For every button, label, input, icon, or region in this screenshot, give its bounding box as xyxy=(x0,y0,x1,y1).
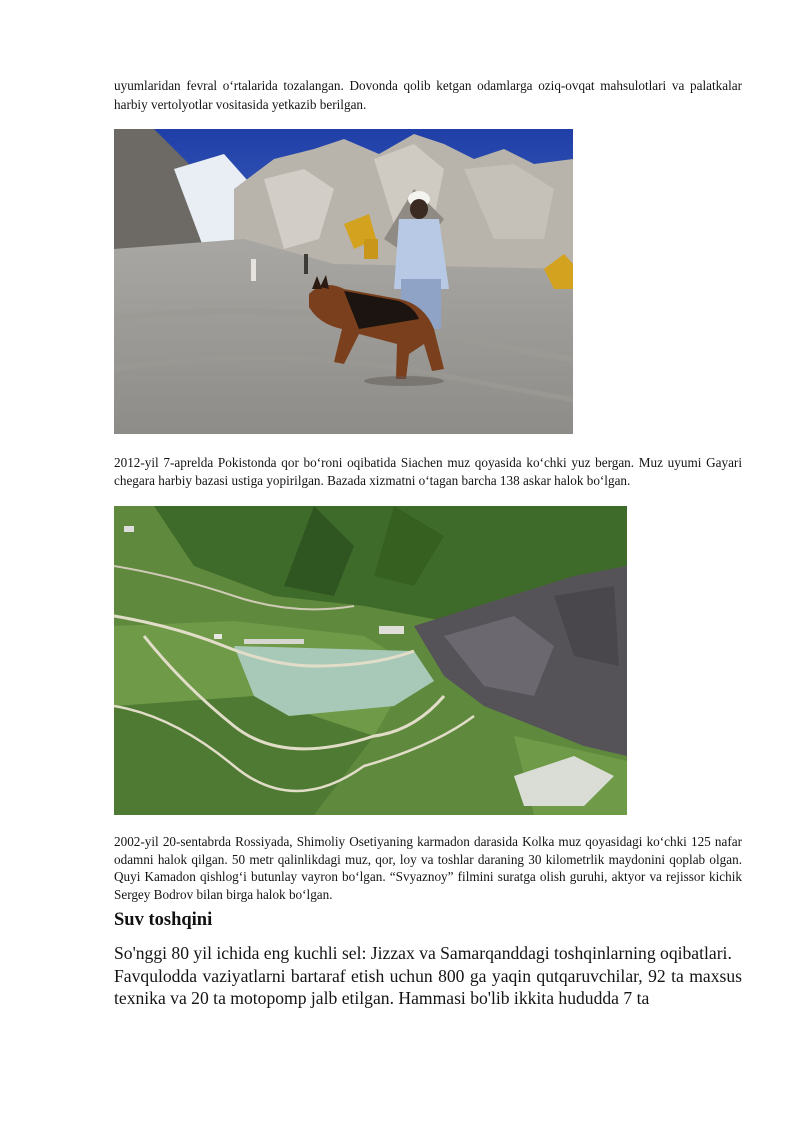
aerial-valley-photo xyxy=(114,506,627,815)
section-line2: Favqulodda vaziyatlarni bartaraf etish uchun 800 ga yaqin qutqaruvchilar, 92 ta maxsus texnika va 20 ta motopomp jalb etilgan. Hammasi bo'lib ikkita hududda 7 ta xyxy=(114,965,742,1008)
section-body xyxy=(114,942,742,1010)
photo2-caption: 2002-yil 20-sentabrda Rossiyada, Shimoliy Osetiyaning karmadon darasida Kolka muz qoyasidagi ko‘chki 125 nafar odamni halok qilgan. 50 metr qalinlikdagi muz, qor, loy va toshlar daraning 30 kilometrlik maydonini qoplab olgan. Quyi Kamadon qishlog‘i butunlay vayron bo‘lgan. “Svyaznoy” filmini suratga olish guruhi, aktyor va rejissor kichik Sergey Bodrov bilan birga halok bo‘lgan. xyxy=(114,834,742,902)
photo1-caption: 2012-yil 7-aprelda Pokistonda qor bo‘roni oqibatida Siachen muz qoyasida ko‘chki yuz bergan. Muz uyumi Gayari chegara harbiy bazasi ustiga yopirilgan. Bazada xizmatni o‘tagan barcha 138 askar halok bo‘lgan. xyxy=(114,455,742,488)
avalanche-rescue-photo xyxy=(114,129,573,434)
section-line1: So'nggi 80 yil ichida eng kuchli sel: Jizzax va Samarqanddagi toshqinlarning oqibatlari. xyxy=(114,943,732,963)
intro-paragraph: uyumlaridan fevral o‘rtalarida tozalangan. Dovonda qolib ketgan odamlarga oziq-ovqat mahsulotlari va palatkalar harbiy vertolyotlar vositasida yetkazib berilgan. xyxy=(114,78,742,112)
section-heading: Suv toshqini xyxy=(114,910,213,930)
